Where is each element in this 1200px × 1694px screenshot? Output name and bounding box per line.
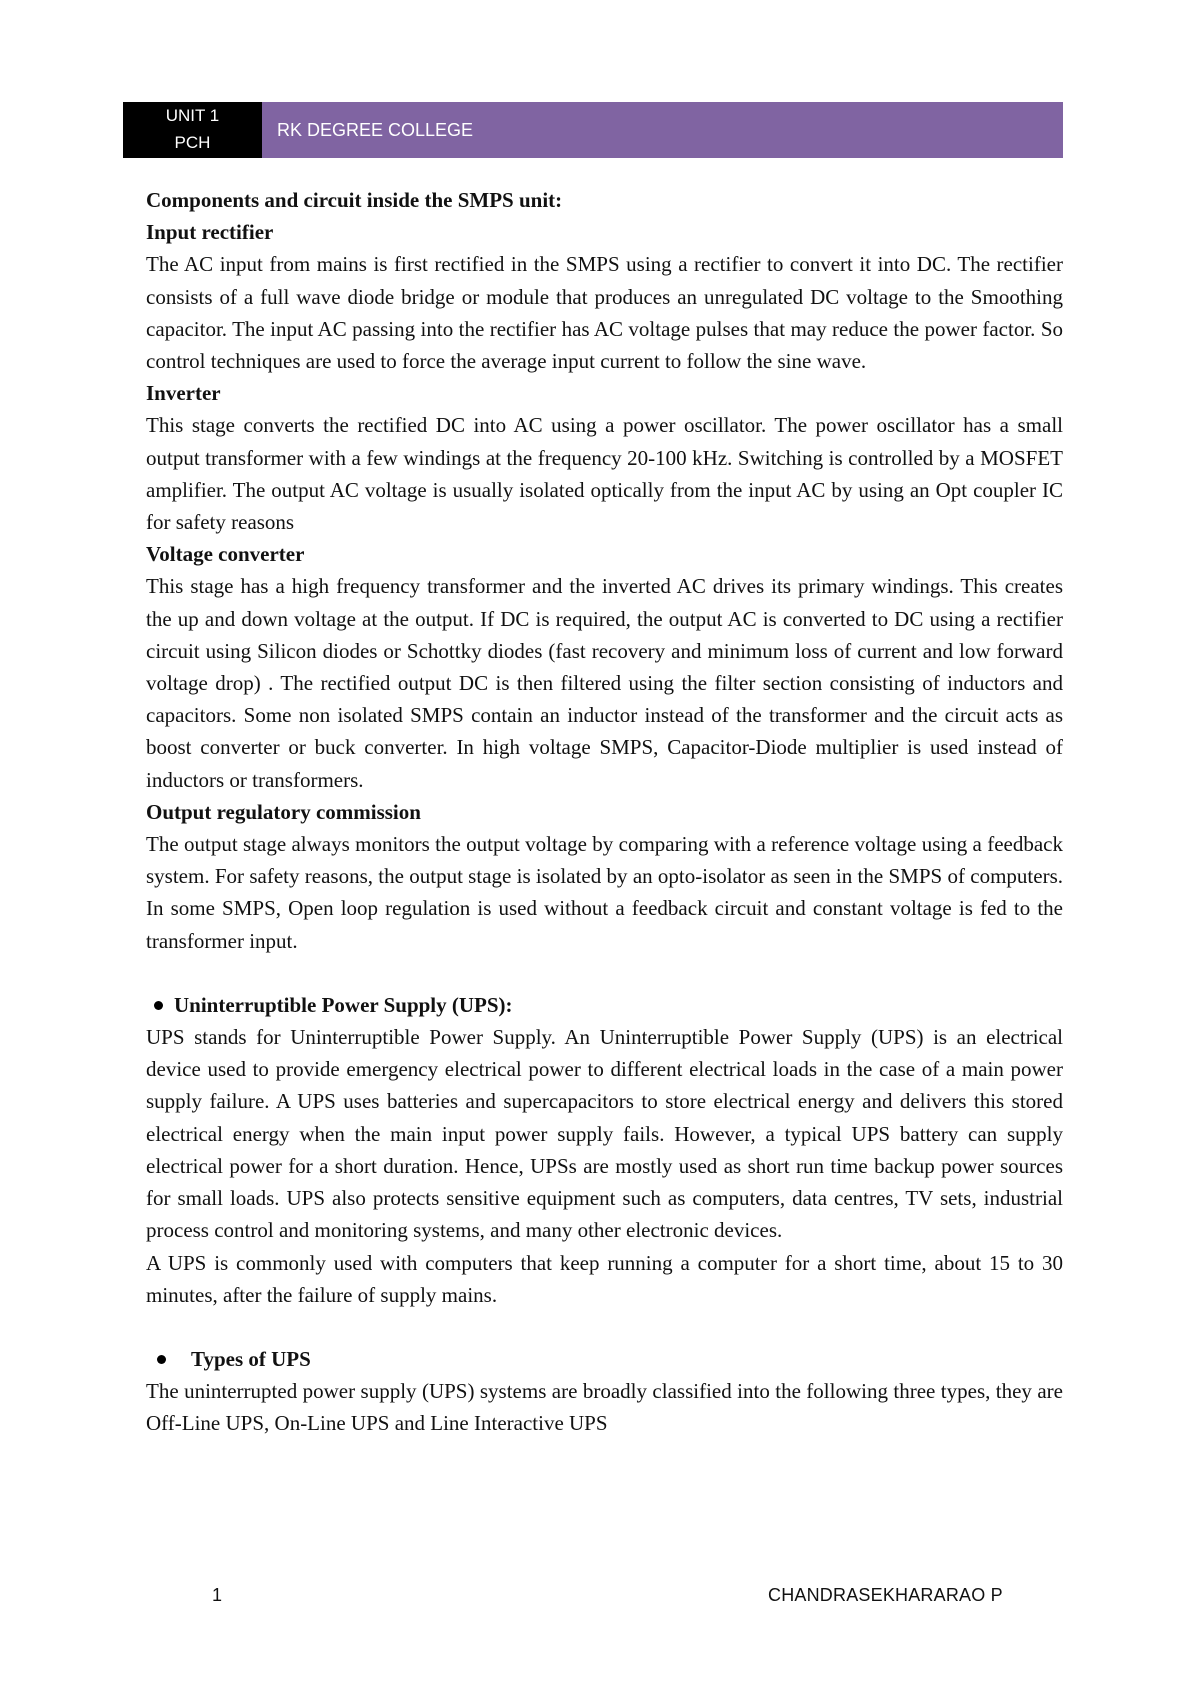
unit-line1: UNIT 1 <box>165 106 220 125</box>
college-name: RK DEGREE COLLEGE <box>262 102 1063 158</box>
bullet-icon <box>154 1001 163 1010</box>
inverter-paragraph: This stage converts the rectified DC into AC using a power oscillator. The power oscillator has a small output transformer with a few windings at the frequency 20-100 kHz. Switching is controlled by a MOSFET amplifier. The output AC voltage is usually isolated optically from the input AC by using an Opt coupler IC for safety reasons <box>146 413 1063 535</box>
voltage-converter-paragraph: This stage has a high frequency transformer and the inverted AC drives its primary windings. This creates the up and down voltage at the output. If DC is required, the output AC is converted to DC using a rectifier circuit using Silicon diodes or Schottky diodes (fast recovery and minimum loss of current and low forward voltage drop) . The rectified output DC is then filtered using the filter section consisting of inductors and capacitors. Some non isolated SMPS contain an inductor instead of the transformer and the circuit acts as boost converter or buck converter. In high voltage SMPS, Capacitor-Diode multiplier is used instead of inductors or transformers. <box>146 574 1063 792</box>
spacer <box>146 1311 1063 1343</box>
page-number: 1 <box>212 1585 223 1605</box>
ups-types-paragraph: The uninterrupted power supply (UPS) systems are broadly classified into the following three types, they are Off-Line UPS, On-Line UPS and Line Interactive UPS <box>146 1379 1063 1436</box>
ups-paragraph-1: UPS stands for Uninterruptible Power Supply. An Uninterruptible Power Supply (UPS) is an electrical device used to provide emergency electrical power to different electrical loads in the case of a main power supply failure. A UPS uses batteries and supercapacitors to store electrical energy and delivers this stored electrical energy when the main input power supply fails. However, a typical UPS battery can supply electrical power for a short duration. Hence, UPSs are mostly used as short run time backup power sources for small loads. UPS also protects sensitive equipment such as computers, data centres, TV sets, industrial process control and monitoring systems, and many other electronic devices. <box>146 1025 1063 1243</box>
unit-label <box>123 102 262 158</box>
input-rectifier-heading: Input rectifier <box>146 220 274 245</box>
output-regulation-heading: Output regulatory commission <box>146 799 421 824</box>
inverter-heading: Inverter <box>146 381 221 406</box>
voltage-converter-heading: Voltage converter <box>146 542 305 567</box>
document-body <box>146 184 1063 1440</box>
page-header <box>123 102 1063 158</box>
input-rectifier-paragraph: The AC input from mains is first rectified in the SMPS using a rectifier to convert it into DC. The rectifier consists of a full wave diode bridge or module that produces an unregulated DC voltage to the Smoothing capacitor. The input AC passing into the rectifier has AC voltage pulses that may reduce the power factor. So control techniques are used to force the average input current to follow the sine wave. <box>146 252 1063 374</box>
unit-line2: PCH <box>174 133 211 152</box>
author-name: CHANDRASEKHARARAO P <box>768 1585 1003 1605</box>
ups-paragraph-2: A UPS is commonly used with computers that keep running a computer for a short time, about 15 to 30 minutes, after the failure of supply mains. <box>146 1250 1063 1307</box>
ups-heading-text: Uninterruptible Power Supply (UPS): <box>174 992 513 1017</box>
ups-types-heading-text: Types of UPS <box>191 1346 311 1371</box>
ups-types-heading <box>146 1343 1063 1375</box>
ups-heading <box>146 989 1063 1021</box>
spacer <box>146 957 1063 989</box>
bullet-icon <box>157 1355 166 1364</box>
smps-section-title: Components and circuit inside the SMPS unit: <box>146 188 563 212</box>
output-regulation-paragraph: The output stage always monitors the output voltage by comparing with a reference voltage using a feedback system. For safety reasons, the output stage is isolated by an opto-isolator as seen in the SMPS of computers. In some SMPS, Open loop regulation is used without a feedback circuit and constant voltage is fed to the transformer input. <box>146 832 1063 953</box>
